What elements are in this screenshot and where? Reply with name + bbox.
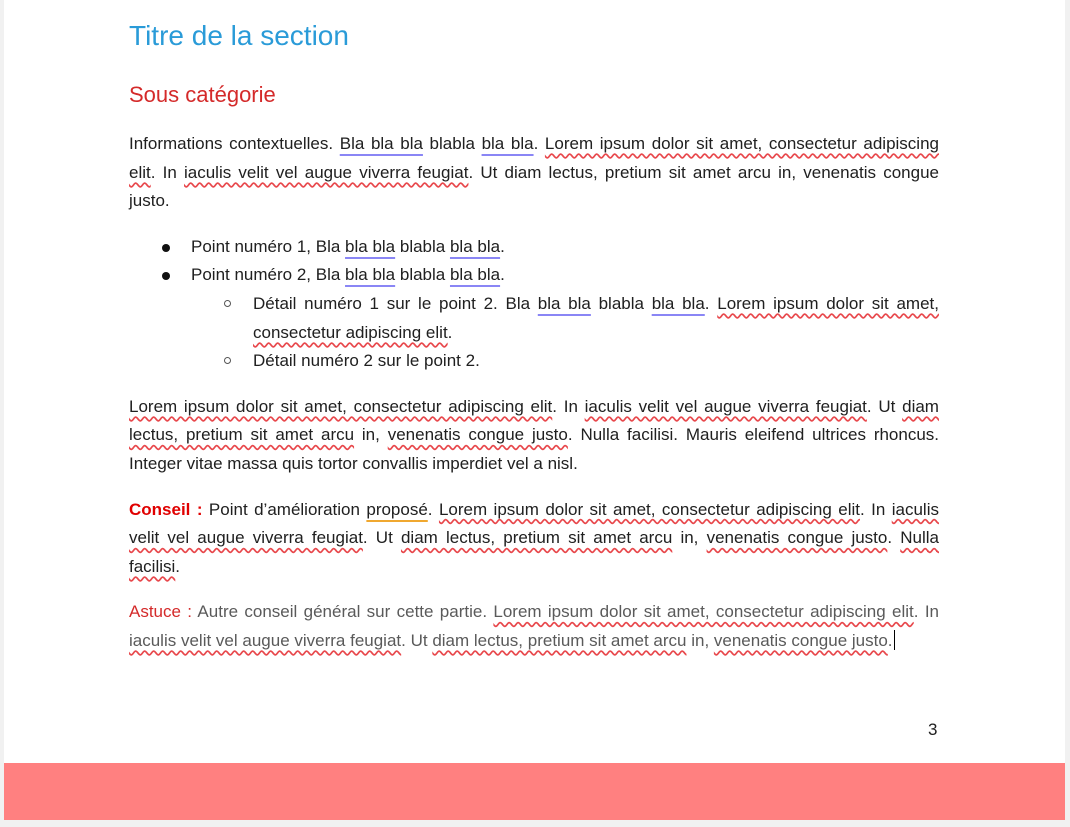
astuce-label: Astuce : xyxy=(129,602,193,622)
grammar-suggestion[interactable]: bla bla xyxy=(345,236,396,256)
spelling-error[interactable]: Lorem ipsum dolor sit amet, consectetur adipiscing elit xyxy=(253,293,939,342)
spelling-error[interactable]: Nulla facilisi xyxy=(129,528,939,576)
page-number: 3 xyxy=(928,720,938,739)
conseil-label: Conseil : xyxy=(129,499,203,519)
conseil-paragraph[interactable]: Conseil : Point d’amélioration proposé. Lorem ipsum dolor sit amet, consectetur adipiscing elit. In iaculis velit vel augue viverra feugiat. Ut diam lectus, pretium sit amet arcu in, venenatis congue justo. Nulla facilisi. xyxy=(129,499,939,576)
section-title: Titre de la section xyxy=(129,20,349,51)
footer-band xyxy=(4,763,1065,820)
intro-paragraph[interactable]: Informations contextuelles. Bla bla bla blabla bla bla. Lorem ipsum dolor sit amet, consectetur adipiscing elit. In iaculis velit vel augue viverra feugiat. Ut diam lectus, pretium sit amet arcu in, venenatis congue justo. xyxy=(129,134,939,211)
grammar-suggestion[interactable]: bla bla xyxy=(481,134,534,153)
spelling-error[interactable]: Lorem ipsum dolor sit amet, consectetur adipiscing elit xyxy=(493,602,914,622)
sub-bullet-item[interactable]: Détail numéro 1 sur le point 2. Bla bla bla blabla bla bla. Lorem ipsum dolor sit amet, consectetur adipiscing elit. xyxy=(191,290,939,347)
style-suggestion[interactable]: proposé xyxy=(366,499,428,519)
grammar-suggestion[interactable]: bla bla xyxy=(651,293,705,313)
spelling-error[interactable]: Lorem ipsum dolor sit amet, consectetur adipiscing elit xyxy=(438,499,860,519)
sub-bullet-item[interactable]: Détail numéro 2 sur le point 2. xyxy=(191,347,939,376)
grammar-suggestion[interactable]: bla bla xyxy=(449,236,501,256)
spelling-error[interactable]: diam lectus, pretium sit amet arcu xyxy=(129,396,939,445)
grammar-suggestion[interactable]: bla bla xyxy=(449,265,501,285)
document-page[interactable] xyxy=(4,0,1065,820)
spelling-error[interactable]: Lorem ipsum dolor sit amet, consectetur adipiscing elit xyxy=(129,396,553,416)
bullet-item[interactable]: Point numéro 1, Bla bla bla blabla bla bla. xyxy=(129,233,939,262)
bullet-dot-icon xyxy=(162,244,170,252)
spelling-error[interactable]: Lorem ipsum dolor sit amet, consectetur adipiscing elit xyxy=(129,134,939,182)
spelling-error[interactable]: diam lectus, pretium sit amet arcu xyxy=(400,528,673,548)
bullet-item[interactable]: Point numéro 2, Bla bla bla blabla bla bla. Détail numéro 1 sur le point 2. Bla bla bla blabla bla bla. Lorem ipsum dolor sit amet, consectetur adipiscing elit. Détail numéro 2 sur le point 2. xyxy=(129,261,939,375)
body-flow[interactable] xyxy=(129,130,939,656)
bullet-list xyxy=(129,233,939,376)
grammar-suggestion[interactable]: bla bla xyxy=(537,293,591,313)
spelling-error[interactable]: iaculis velit vel augue viverra feugiat xyxy=(184,162,469,182)
subsection-title: Sous catégorie xyxy=(129,82,276,107)
spelling-error[interactable]: venenatis congue justo xyxy=(706,528,888,548)
spelling-error[interactable]: iaculis velit vel augue viverra feugiat xyxy=(129,630,402,650)
bullet-circle-icon xyxy=(224,357,231,364)
sub-bullet-list xyxy=(191,290,939,376)
bullet-circle-icon xyxy=(224,300,231,307)
spelling-error[interactable]: diam lectus, pretium sit amet arcu xyxy=(432,630,687,650)
grammar-suggestion[interactable]: bla bla xyxy=(345,265,396,285)
spelling-error[interactable]: venenatis congue justo xyxy=(713,630,888,650)
bullet-dot-icon xyxy=(162,272,170,280)
grammar-suggestion[interactable]: Bla bla bla xyxy=(339,134,423,153)
body-paragraph[interactable]: Lorem ipsum dolor sit amet, consectetur adipiscing elit. In iaculis velit vel augue viverra feugiat. Ut diam lectus, pretium sit amet arcu in, venenatis congue justo. Nulla facilisi. Mauris eleifend ultrices rhoncus. Integer vitae massa quis tortor convallis imperdiet vel a nisl. xyxy=(129,396,940,473)
astuce-paragraph[interactable]: Astuce : Autre conseil général sur cette partie. Lorem ipsum dolor sit amet, consectetur adipiscing elit. In iaculis velit vel augue viverra feugiat. Ut diam lectus, pretium sit amet arcu in, venenatis congue justo. xyxy=(129,602,939,650)
text-cursor xyxy=(894,630,895,650)
spelling-error[interactable]: venenatis congue justo xyxy=(387,425,568,445)
spelling-error[interactable]: iaculis velit vel augue viverra feugiat xyxy=(584,396,867,416)
spelling-error[interactable]: iaculis velit vel augue viverra feugiat xyxy=(129,499,939,548)
